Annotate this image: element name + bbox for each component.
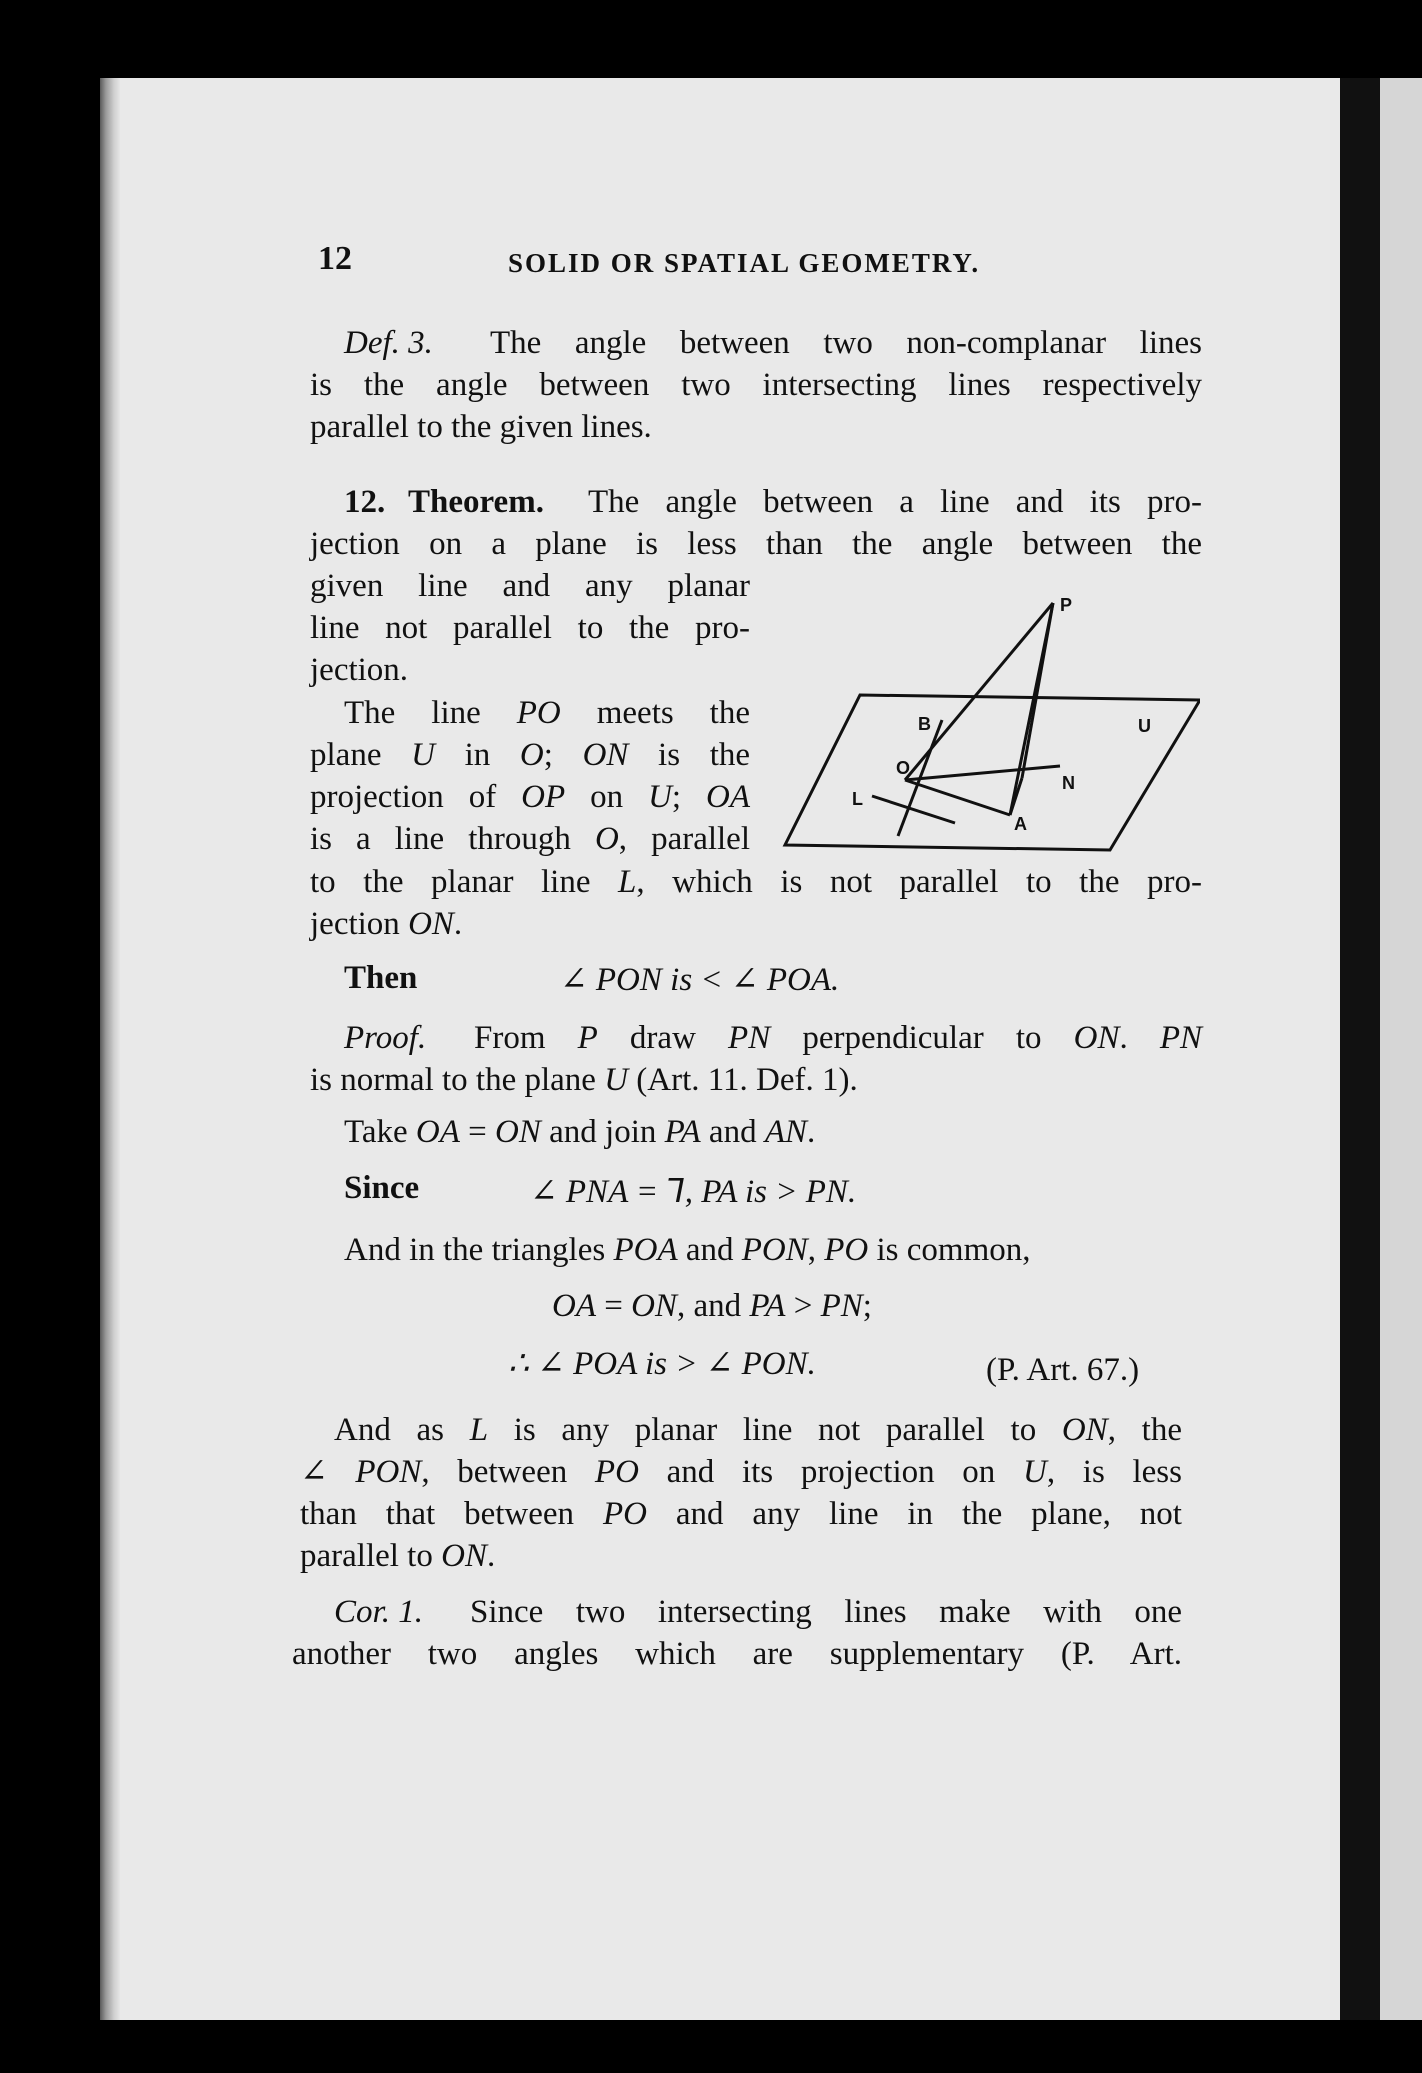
proof-line-2: is normal to the plane U (Art. 11. Def. 1). <box>310 1062 858 1098</box>
label-u: U <box>1138 716 1151 736</box>
label-l: L <box>852 789 863 809</box>
theorem-line-3: given line and any planar <box>310 568 750 604</box>
cor1-line-2: another two angles which are supplementary (P. Art. <box>292 1636 1182 1672</box>
conclusion-line-1: And as L is any planar line not parallel to ON, the <box>334 1412 1182 1448</box>
line-pa <box>1010 603 1053 815</box>
theorem-line-4: line not parallel to the pro- <box>310 610 750 646</box>
label-b: B <box>918 714 931 734</box>
line-oa <box>905 780 1010 815</box>
construction-line-3: projection of OP on U; OA <box>310 779 751 815</box>
theorem-line-1: The angle between a line and its pro- <box>588 484 1202 520</box>
since-word: Since <box>344 1170 420 1206</box>
label-p: P <box>1060 595 1073 615</box>
scan-border-bottom <box>0 2020 1422 2073</box>
triangles-line: And in the triangles POA and PON, PO is common, <box>344 1232 1031 1268</box>
proof-line-3: Take OA = ON and join PA and AN. <box>344 1114 816 1150</box>
geometry-figure <box>780 590 1200 860</box>
label-o: O <box>896 758 911 778</box>
construction-line-2: plane U in O; ON is the <box>310 737 751 773</box>
scan-border-top <box>0 0 1422 78</box>
equal-line: OA = ON, and PA > PN; <box>552 1288 872 1324</box>
label-n: N <box>1062 773 1075 793</box>
theorem-number: 12. <box>344 484 386 520</box>
conclusion-line-3: than that between PO and any line in the plane, not <box>300 1496 1182 1532</box>
conclusion-line-2: ∠ PON, between PO and its projection on U, is less <box>300 1454 1182 1490</box>
theorem-line-2: jection on a plane is less than the angle between the <box>310 526 1202 562</box>
def3-line-2: is the angle between two intersecting lines respectively <box>310 367 1202 403</box>
page-binding-shadow <box>100 78 120 2020</box>
book-spine <box>1340 78 1380 2020</box>
proof-label: Proof. <box>344 1020 427 1056</box>
construction-line-6: jection ON. <box>310 906 463 942</box>
def3-line-1: The angle between two non-complanar lines <box>490 325 1202 361</box>
line-l <box>872 796 955 823</box>
def3-label: Def. 3. <box>344 325 433 361</box>
theorem-label: Theorem. <box>408 484 544 520</box>
proof-line-1: From P draw PN perpendicular to ON. PN <box>474 1020 1203 1056</box>
conclusion-line-4: parallel to ON. <box>300 1538 496 1574</box>
running-title: SOLID OR SPATIAL GEOMETRY. <box>508 248 981 278</box>
then-statement: ∠ PON is < ∠ POA. <box>560 962 840 998</box>
label-a: A <box>1014 814 1027 834</box>
then-word: Then <box>344 960 418 996</box>
adjacent-page-edge <box>1380 78 1422 2020</box>
line-on <box>905 766 1060 780</box>
line-po <box>905 603 1053 780</box>
therefore-line: ∴ ∠ POA is > ∠ PON. <box>508 1346 816 1382</box>
page-number: 12 <box>318 240 352 277</box>
cor1-label: Cor. 1. <box>334 1594 423 1630</box>
construction-line-5: to the planar line L, which is not parallel to the pro- <box>310 864 1202 900</box>
theorem-line-5: jection. <box>310 652 409 688</box>
scan-border-left <box>0 0 100 2073</box>
art-reference: (P. Art. 67.) <box>986 1352 1140 1388</box>
since-statement: ∠ PNA = ⅂, PA is > PN. <box>530 1174 857 1210</box>
construction-line-1: The line PO meets the <box>344 695 750 731</box>
def3-line-3: parallel to the given lines. <box>310 409 652 445</box>
construction-line-4: is a line through O, parallel <box>310 821 750 857</box>
cor1-line-1: Since two intersecting lines make with one <box>470 1594 1182 1630</box>
